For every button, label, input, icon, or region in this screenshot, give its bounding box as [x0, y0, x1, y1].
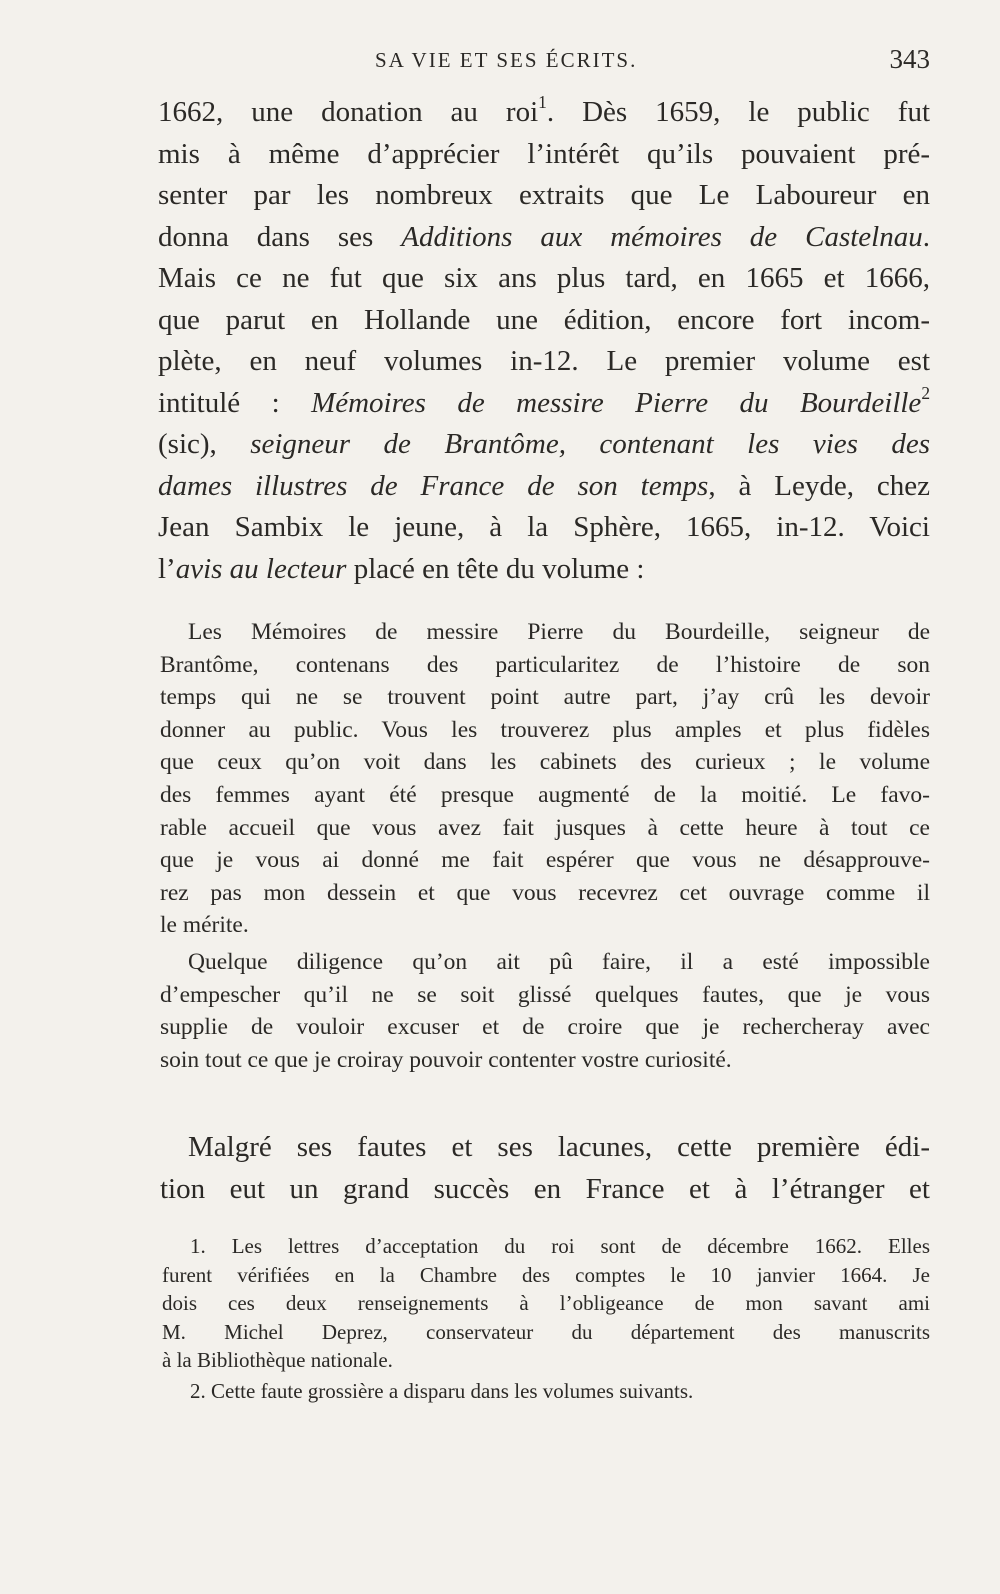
body-line: Jean Sambix le jeune, à la Sphère, 1665, in-12. Voici — [158, 511, 930, 543]
quote-line: d’empescher qu’il ne se soit glissé quelques fautes, que je vous — [160, 981, 930, 1008]
footnote-ref-2[interactable]: 2 — [921, 382, 930, 403]
quote-line: donner au public. Vous les trouverez plus amples et plus fidèles — [160, 716, 930, 743]
quoted-notice — [160, 616, 930, 1076]
footnote-line: dois ces deux renseignements à l’obligeance de mon savant ami — [162, 1291, 930, 1315]
body-line: (sic), seigneur de Brantôme, contenant les vies des — [158, 428, 930, 460]
body-line: mis à même d’apprécier l’intérêt qu’ils pouvaient pré- — [158, 137, 930, 170]
body-line: senter par les nombreux extraits que Le Laboureur en — [158, 179, 930, 211]
resume-paragraph — [160, 1126, 930, 1210]
footnote-line: furent vérifiées en la Chambre des comptes le 10 janvier 1664. Je — [162, 1262, 930, 1287]
quote-line: Quelque diligence qu’on ait pû faire, il a esté impossible — [188, 948, 930, 975]
footnote-line: 2. Cette faute grossière a disparu dans les volumes suivants. — [190, 1378, 694, 1403]
quote-line: rez pas mon dessein et que vous recevrez cet ouvrage comme il — [160, 879, 930, 906]
page-header — [160, 46, 930, 86]
quote-line: Les Mémoires de messire Pierre du Bourdeille, seigneur de — [188, 619, 930, 645]
quote-line: rable accueil que vous avez fait jusques à cette heure à tout ce — [160, 814, 930, 841]
footnote-ref-1[interactable]: 1 — [538, 92, 547, 112]
quote-line: soin tout ce que je croiray pouvoir contenter vostre curiosité. — [160, 1046, 732, 1073]
body-line: 1662, une donation au roi$^1$. Dès 1659, le public fut — [158, 92, 930, 128]
body-line: Malgré ses fautes et ses lacunes, cette première édi- — [188, 1131, 930, 1163]
footnote-2 — [162, 1377, 930, 1406]
quote-line: temps qui ne se trouvent point autre part, j’ay crû les devoir — [160, 684, 930, 711]
quote-line: des femmes ayant été presque augmenté de la moitié. Le favo- — [160, 781, 930, 808]
body-line: que parut en Hollande une édition, encore fort incom- — [158, 303, 930, 336]
quote-line: supplie de vouloir excuser et de croire que je rechercheray avec — [160, 1014, 930, 1041]
book-title-italic: dames illustres de France de son temps — [158, 469, 709, 502]
running-head: SA VIE ET SES ÉCRITS. — [375, 48, 638, 72]
body-line: l’avis au lecteur placé en tête du volume : — [158, 552, 645, 585]
avis-italic: avis au lecteur — [175, 552, 347, 585]
footnote-line: 1. Les lettres d’acceptation du roi sont de décembre 1662. Elles — [190, 1234, 930, 1258]
body-line: dames illustres de France de son temps, à Leyde, chez — [158, 469, 930, 502]
footnote-line: M. Michel Deprez, conservateur du département des manuscrits — [162, 1319, 930, 1344]
quote-paragraph-2 — [160, 946, 930, 1076]
quote-paragraph-1 — [160, 616, 930, 942]
quote-line: le mérite. — [160, 912, 249, 939]
book-title-italic: Mémoires de messire Pierre du Bourdeille — [311, 386, 922, 419]
book-title-italic: Additions aux mémoires de Castelnau — [401, 220, 923, 253]
body-line: donna dans ses Additions aux mémoires de Castelnau. — [158, 220, 930, 253]
body-line: intitulé : Mémoires de messire Pierre du Bourdeille$^2$ — [158, 382, 930, 419]
main-paragraph — [158, 92, 930, 590]
quote-line: Brantôme, contenans des particularitez de l’histoire de son — [160, 651, 930, 678]
body-line: tion eut un grand succès en France et à l’étranger et — [160, 1173, 930, 1205]
body-line: plète, en neuf volumes in-12. Le premier volume est — [158, 345, 930, 377]
quote-line: que je vous ai donné me fait espérer que vous ne désapprouve- — [160, 847, 930, 874]
footnotes — [162, 1232, 930, 1405]
book-title-italic: seigneur de Brantôme, contenant les vies des — [250, 428, 930, 460]
footnote-1 — [162, 1232, 930, 1375]
footnote-line: à la Bibliothèque nationale. — [162, 1348, 393, 1372]
page-number: 343 — [889, 44, 930, 74]
quote-line: que ceux qu’on voit dans les cabinets des curieux ; le volume — [160, 749, 930, 776]
body-line: Mais ce ne fut que six ans plus tard, en 1665 et 1666, — [158, 262, 930, 294]
